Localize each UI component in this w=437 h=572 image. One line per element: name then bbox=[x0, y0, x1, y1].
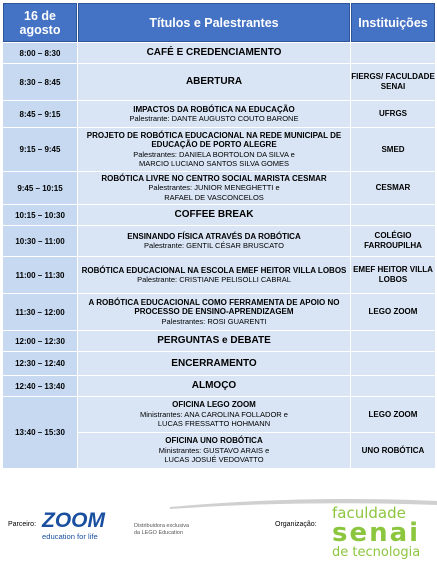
row-talk bbox=[78, 294, 350, 330]
workshop-speakers: Ministrantes: GUSTAVO ARAIS e bbox=[158, 445, 270, 455]
header-row bbox=[3, 3, 435, 42]
row-institution: LEGO ZOOM bbox=[351, 397, 435, 432]
event-label: CAFÉ E CREDENCIAMENTO bbox=[146, 47, 282, 59]
schedule-row bbox=[3, 352, 435, 375]
row-event bbox=[78, 352, 350, 375]
row-event bbox=[78, 43, 350, 63]
zoom-logo-word: ZOOM bbox=[42, 509, 105, 532]
event-label: COFFEE BREAK bbox=[174, 209, 254, 221]
schedule-row bbox=[3, 294, 435, 330]
event-label: ABERTURA bbox=[185, 76, 243, 88]
row-time: 10:15 – 10:30 bbox=[3, 205, 77, 225]
row-institution: UFRGS bbox=[351, 101, 435, 127]
schedule-row bbox=[3, 64, 435, 100]
event-label: PERGUNTAS e DEBATE bbox=[157, 335, 271, 347]
talk-title: PROJETO DE ROBÓTICA EDUCACIONAL NA REDE MUNICIPAL DE EDUCAÇÃO DE PORTO ALEGRE bbox=[86, 130, 342, 149]
header-institutions: Instituições bbox=[351, 3, 435, 42]
distributor-line: da LEGO Education bbox=[134, 530, 183, 536]
row-event bbox=[78, 64, 350, 100]
row-event bbox=[78, 205, 350, 225]
distributor-note bbox=[134, 523, 189, 537]
schedule-table bbox=[2, 2, 436, 469]
organization-label: Organização: bbox=[275, 521, 317, 528]
row-time: 10:30 – 11:00 bbox=[3, 226, 77, 256]
row-institution: CESMAR bbox=[351, 172, 435, 204]
talk-speakers: RAFAEL DE VASCONCELOS bbox=[164, 192, 264, 202]
row-institution: LEGO ZOOM bbox=[351, 294, 435, 330]
row-time: 9:45 – 10:15 bbox=[3, 172, 77, 204]
schedule-row bbox=[3, 257, 435, 293]
row-institution: EMEF HEITOR VILLA LOBOS bbox=[351, 257, 435, 293]
row-time: 12:40 – 13:40 bbox=[3, 376, 77, 396]
row-institution bbox=[351, 43, 435, 63]
talk-speakers: Palestrantes: ROSI GUARENTI bbox=[161, 316, 267, 326]
header-date: 16 de agosto bbox=[3, 3, 77, 42]
row-talk bbox=[78, 172, 350, 204]
workshop-speakers: LUCAS FRESSATTO HOHMANN bbox=[157, 419, 271, 429]
workshop-speakers: LUCAS JOSUÉ VEDOVATTO bbox=[164, 455, 264, 465]
talk-speakers: Palestrante: CRISTIANE PELISOLLI CABRAL bbox=[137, 275, 291, 284]
row-institution: UNO ROBÓTICA bbox=[351, 433, 435, 468]
row-institution: COLÉGIO FARROUPILHA bbox=[351, 226, 435, 256]
senai-logo-line: de tecnologia bbox=[332, 545, 421, 560]
senai-logo bbox=[332, 505, 434, 569]
row-time: 9:15 – 9:45 bbox=[3, 128, 77, 171]
row-institution bbox=[351, 352, 435, 375]
row-institution: SMED bbox=[351, 128, 435, 171]
talk-speakers: Palestrante: GENTIL CÉSAR BRUSCATO bbox=[144, 241, 284, 250]
row-time: 12:30 – 12:40 bbox=[3, 352, 77, 375]
row-institution bbox=[351, 331, 435, 351]
distributor-line: Distribuidora exclusiva bbox=[134, 523, 190, 529]
row-institution bbox=[351, 376, 435, 396]
row-time: 8:30 – 8:45 bbox=[3, 64, 77, 100]
row-talk bbox=[78, 128, 350, 171]
talk-title: A ROBÓTICA EDUCACIONAL COMO FERRAMENTA DE APOIO NO PROCESSO DE ENSINO-APRENDIZAGEM bbox=[88, 297, 340, 317]
row-time: 11:00 – 11:30 bbox=[3, 257, 77, 293]
event-label: ENCERRAMENTO bbox=[171, 357, 257, 369]
row-institution bbox=[351, 205, 435, 225]
talk-speakers: Palestrantes: JUNIOR MENEGHETTI e bbox=[148, 183, 280, 193]
row-time: 8:00 – 8:30 bbox=[3, 43, 77, 63]
schedule-row bbox=[3, 43, 435, 63]
schedule-row bbox=[3, 101, 435, 127]
workshop-item bbox=[78, 397, 350, 432]
workshop-title: OFICINA UNO ROBÓTICA bbox=[165, 436, 263, 446]
talk-speakers: Palestrantes: DANIELA BORTOLON DA SILVA e bbox=[133, 149, 295, 159]
schedule-row bbox=[3, 376, 435, 396]
schedule-row bbox=[3, 226, 435, 256]
row-event bbox=[78, 376, 350, 396]
header-titles: Títulos e Palestrantes bbox=[78, 3, 350, 42]
talk-title: IMPACTOS DA ROBÓTICA NA EDUCAÇÃO bbox=[133, 104, 295, 114]
row-institution: FIERGS/ FACULDADE SENAI bbox=[351, 64, 435, 100]
schedule-row bbox=[3, 205, 435, 225]
schedule-row bbox=[3, 172, 435, 204]
senai-logo-line: senai bbox=[332, 518, 421, 548]
talk-title: ROBÓTICA EDUCACIONAL NA ESCOLA EMEF HEITOR VILLA LOBOS bbox=[81, 265, 347, 275]
partner-label: Parceiro: bbox=[8, 521, 37, 528]
workshop-title: OFICINA LEGO ZOOM bbox=[172, 400, 256, 410]
row-time: 13:40 – 15:30 bbox=[3, 397, 77, 468]
row-event bbox=[78, 331, 350, 351]
row-talk bbox=[78, 101, 350, 127]
zoom-logo-tagline: education for life bbox=[42, 532, 98, 541]
talk-title: ENSINANDO FÍSICA ATRAVÉS DA ROBÓTICA bbox=[127, 231, 301, 241]
senai-logo-line: faculdade bbox=[332, 504, 406, 522]
row-time: 8:45 – 9:15 bbox=[3, 101, 77, 127]
row-talk bbox=[78, 257, 350, 293]
row-time: 12:00 – 12:30 bbox=[3, 331, 77, 351]
talk-speakers: Palestrante: DANTE AUGUSTO COUTO BARONE bbox=[129, 114, 299, 123]
schedule-row bbox=[3, 128, 435, 171]
zoom-logo bbox=[42, 510, 132, 546]
schedule-row bbox=[3, 397, 435, 432]
talk-title: ROBÓTICA LIVRE NO CENTRO SOCIAL MARISTA CESMAR bbox=[101, 173, 327, 183]
row-talk bbox=[78, 226, 350, 256]
workshop-item bbox=[78, 433, 350, 468]
row-time: 11:30 – 12:00 bbox=[3, 294, 77, 330]
workshop-speakers: Ministrantes: ANA CAROLINA FOLLADOR e bbox=[140, 409, 288, 419]
talk-speakers: MARCIO LUCIANO SANTOS SILVA GOMES bbox=[138, 159, 290, 168]
event-label: ALMOÇO bbox=[191, 380, 237, 392]
schedule-row bbox=[3, 331, 435, 351]
